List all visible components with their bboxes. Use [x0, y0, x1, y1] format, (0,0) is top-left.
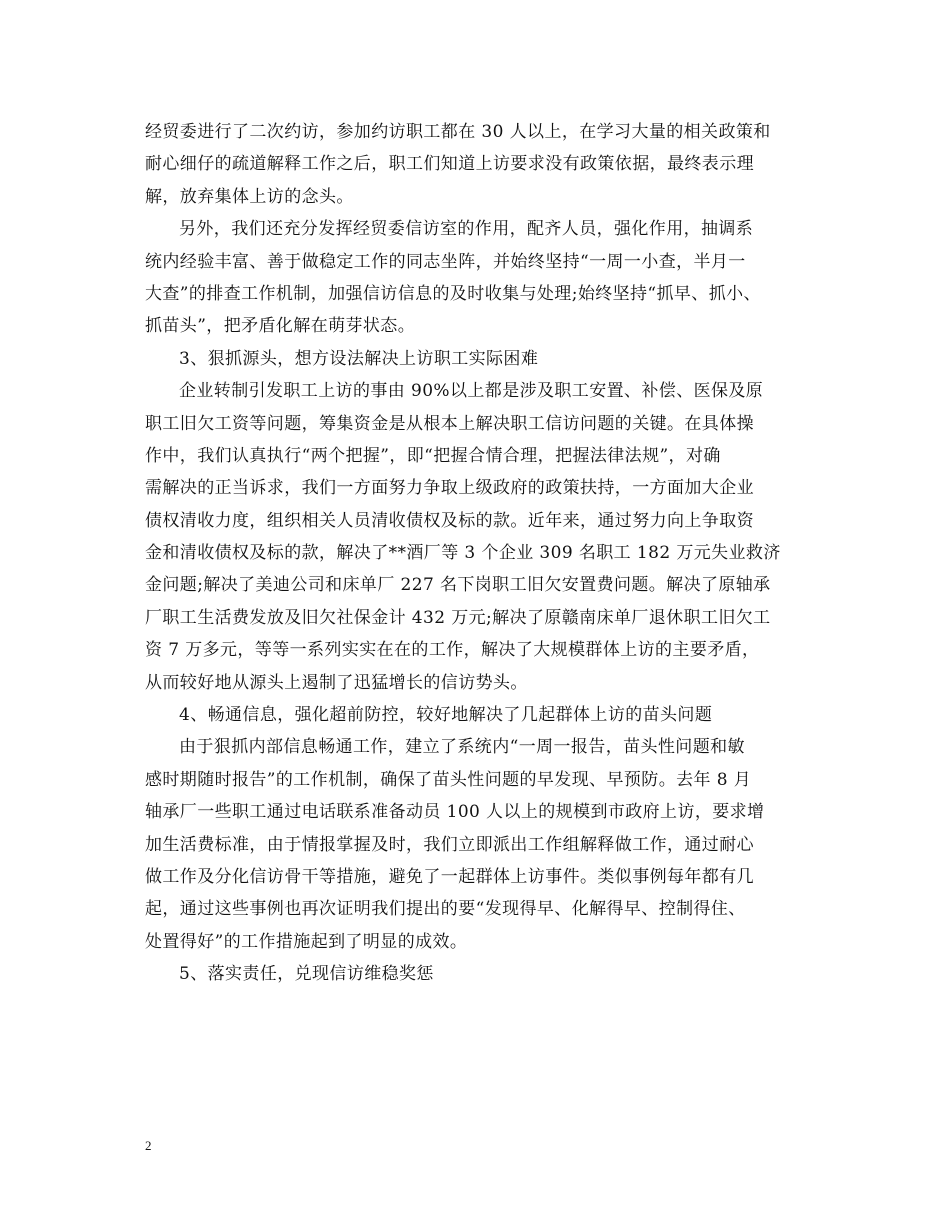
text-line: 耐心细仔的疏道解释工作之后，职工们知道上访要求没有政策依据，最终表示理 [145, 154, 754, 175]
text-line: 统内经验丰富、善于做稳定工作的同志坐阵，并始终坚持“一周一小查，半月一 [145, 251, 746, 272]
text-line: 起，通过这些事例也再次证明我们提出的要“发现得早、化解得早、控制得住、 [145, 899, 746, 920]
text-line: 大查”的排查工作机制，加强信访信息的及时收集与处理;始终坚持“抓早、抓小、 [145, 283, 761, 304]
text-line: 厂职工生活费发放及旧欠社保金计 432 万元;解决了原赣南床单厂退休职工旧欠工 [145, 607, 771, 628]
text-line: 经贸委进行了二次约访，参加约访职工都在 30 人以上，在学习大量的相关政策和 [145, 122, 771, 142]
text-line: 加生活费标准，由于情报掌握及时，我们立即派出工作组解释做工作，通过耐心 [145, 834, 754, 855]
text-line: 抓苗头”，把矛盾化解在萌芽状态。 [145, 316, 416, 337]
text-line: 债权清收力度，组织相关人员清收债权及标的款。近年来，通过努力向上争取资 [145, 510, 754, 531]
paragraph-first-line: 5、落实责任，兑现信访维稳奖惩 [179, 964, 434, 985]
text-line: 作中，我们认真执行“两个把握”，即“把握合情合理，把握法律法规”，对确 [145, 445, 721, 466]
text-line: 资 7 万多元，等等一系列实实在在的工作，解决了大规模群体上访的主要矛盾， [145, 640, 760, 661]
text-line: 解，放弃集体上访的念头。 [145, 186, 354, 207]
document-body [145, 116, 835, 991]
paragraph-first-line: 另外，我们还充分发挥经贸委信访室的作用，配齐人员，强化作用，抽调系 [179, 219, 754, 240]
text-line: 做工作及分化信访骨干等措施，避免了一起群体上访事件。类似事例每年都有几 [145, 866, 754, 887]
page-number: 2 [145, 1138, 152, 1153]
text-line: 金问题;解决了美迪公司和床单厂 227 名下岗职工旧欠安置费问题。解决了原轴承 [145, 575, 771, 596]
text-line: 需解决的正当诉求，我们一方面努力争取上级政府的政策扶持，一方面加大企业 [145, 478, 754, 499]
text-line: 从而较好地从源头上遏制了迅猛增长的信访势头。 [145, 672, 528, 693]
text-line: 轴承厂一些职工通过电话联系准备动员 100 人以上的规模到市政府上访，要求增 [145, 802, 765, 823]
text-line: 感时期随时报告”的工作机制，确保了苗头性问题的早发现、早预防。去年 8 月 [145, 769, 752, 790]
paragraph-first-line: 企业转制引发职工上访的事由 90%以上都是涉及职工安置、补偿、医保及原 [179, 381, 764, 402]
paragraph-first-line: 由于狠抓内部信息畅通工作，建立了系统内“一周一报告，苗头性问题和敏 [179, 737, 745, 758]
text-line: 职工旧欠工资等问题，筹集资金是从根本上解决职工信访问题的关键。在具体操 [145, 413, 754, 434]
paragraph-first-line: 3、狠抓源头，想方设法解决上访职工实际困难 [179, 348, 539, 369]
text-line: 金和清收债权及标的款，解决了**酒厂等 3 个企业 309 名职工 182 万元失业救济 [145, 543, 781, 564]
paragraph-first-line: 4、畅通信息，强化超前防控，较好地解决了几起群体上访的苗头问题 [179, 705, 713, 726]
text-line: 处置得好”的工作措施起到了明显的成效。 [145, 931, 468, 952]
